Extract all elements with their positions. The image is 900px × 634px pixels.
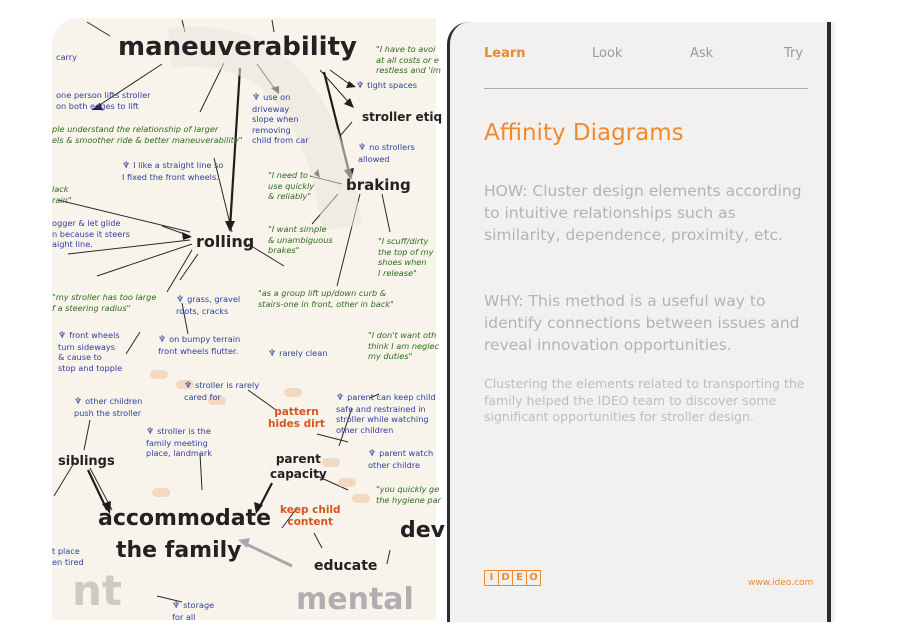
quote-simple-brakes: "I want simple & unambiguous brakes": [268, 224, 333, 255]
quote-hygiene: "you quickly ge the hygiene par: [376, 484, 441, 505]
path-dash: [338, 478, 356, 487]
speech-person-icon: ♆: [172, 601, 181, 611]
heading-braking: braking: [346, 176, 411, 194]
note-place-tired: t place en tired: [52, 546, 84, 567]
note-meeting-place: ♆ stroller is the family meeting place, landmark: [146, 426, 213, 458]
speech-person-icon: ♆: [356, 81, 365, 91]
logo-letter: D: [499, 571, 513, 585]
label-keep-child-content: keep child content: [280, 504, 341, 528]
path-dash: [152, 488, 170, 497]
heading-rolling: rolling: [196, 232, 255, 251]
quote-scuff: "I scuff/dirty the top of my shoes when I release": [378, 236, 434, 278]
logo-letter: E: [513, 571, 527, 585]
affinity-diagram-card: [52, 18, 446, 622]
heading-the-family: the family: [116, 538, 242, 563]
note-one-person: one person lifts stroller on both edges to lift: [56, 90, 151, 111]
note-keep-child-safe: ♆ parent can keep child safe and restrained in stroller while watching other children: [336, 392, 436, 435]
speech-person-icon: ♆: [58, 331, 67, 341]
speech-person-icon: ♆: [158, 335, 167, 345]
heading-accommodate: accommodate: [98, 506, 272, 531]
note-grass-gravel: ♆ grass, gravel roots, cracks: [176, 294, 241, 316]
ghost-text: nt: [72, 566, 122, 615]
heading-educate: educate: [314, 558, 378, 574]
card-title: Affinity Diagrams: [484, 120, 684, 146]
card-edge: [827, 22, 831, 622]
speech-person-icon: ♆: [184, 381, 193, 391]
heading-maneuverability: maneuverability: [118, 32, 357, 62]
note-parent-watch: ♆ parent watch other childre: [368, 448, 434, 470]
note-straight-line: ♆ I like a straight line so I fixed the front wheels.: [122, 160, 224, 182]
note-front-wheels: ♆ front wheels turn sideways & cause to stop and topple: [58, 330, 123, 373]
tab-divider: [484, 88, 808, 89]
ideo-logo: [484, 570, 541, 586]
quote-need-quickly: "I need to use quickly & reliably": [268, 170, 315, 201]
how-description: HOW: Cluster design elements according to intuitive relationships such as similarity, dependence, proximity, etc.: [484, 182, 802, 244]
note-jogger: ogger & let glide n because it steers aight line.: [52, 218, 130, 249]
note-tight-spaces: ♆ tight spaces: [356, 80, 418, 91]
speech-person-icon: ♆: [336, 393, 345, 403]
note-no-strollers: ♆ no strollers allowed: [358, 142, 415, 164]
heading-parent-capacity: parent capacity: [270, 452, 327, 481]
speech-person-icon: ♆: [122, 161, 131, 171]
path-dash: [284, 388, 302, 397]
logo-letter: O: [529, 572, 538, 583]
case-description: Clustering the elements related to transporting the family helped the IDEO team to discover some significant opportunities for stroller design.: [484, 376, 805, 424]
quote-have-to-avoid: "I have to avoi at all costs or e restless and 'im: [376, 44, 441, 75]
path-dash: [150, 370, 168, 379]
heading-mental: mental: [296, 582, 414, 617]
speech-person-icon: ♆: [176, 295, 185, 305]
quote-understand: ple understand the relationship of larger els & smoother ride & better maneuverability": [52, 124, 243, 145]
note-rarely-clean: ♆ rarely clean: [268, 348, 328, 359]
label-pattern-hides-dirt: pattern hides dirt: [268, 406, 325, 430]
site-url[interactable]: www.ideo.com: [748, 578, 814, 588]
note-carry: carry: [56, 52, 77, 62]
tab-try[interactable]: Try: [784, 46, 804, 61]
speech-person-icon: ♆: [368, 449, 377, 459]
quote-lift-up-down: "as a group lift up/down curb & stairs-one in front, other in back": [258, 288, 394, 309]
logo-letter: I: [485, 571, 499, 585]
heading-siblings: siblings: [58, 454, 115, 469]
speech-person-icon: ♆: [74, 397, 83, 407]
note-other-children: ♆ other children push the stroller: [74, 396, 143, 418]
why-description: WHY: This method is a useful way to identify connections between issues and reveal innovation opportunities.: [484, 292, 800, 354]
quote-dont-want: "I don't want oth think I am neglec my duties": [368, 330, 440, 361]
speech-person-icon: ♆: [358, 143, 367, 153]
note-bumpy-terrain: ♆ on bumpy terrain front wheels flutter.: [158, 334, 241, 356]
path-dash: [352, 494, 370, 503]
speech-person-icon: ♆: [252, 93, 261, 103]
heading-stroller-etiquette: stroller etiq: [362, 110, 443, 124]
quote-turning-radius: "my stroller has too large f a steering radius": [52, 292, 157, 313]
tab-ask[interactable]: Ask: [690, 46, 714, 61]
heading-dev: dev: [400, 518, 446, 543]
speech-person-icon: ♆: [268, 349, 277, 359]
tab-learn[interactable]: Learn: [484, 46, 526, 61]
tab-look[interactable]: Look: [592, 46, 623, 61]
note-storage: ♆ storage for all: [172, 600, 215, 622]
speech-person-icon: ♆: [146, 427, 155, 437]
method-card: [447, 22, 835, 622]
quote-lack: lack rain": [52, 184, 72, 205]
note-driveway: ♆ use on driveway slope when removing child from car: [252, 92, 309, 145]
note-rarely-cared: ♆ stroller is rarely cared for: [184, 380, 260, 402]
